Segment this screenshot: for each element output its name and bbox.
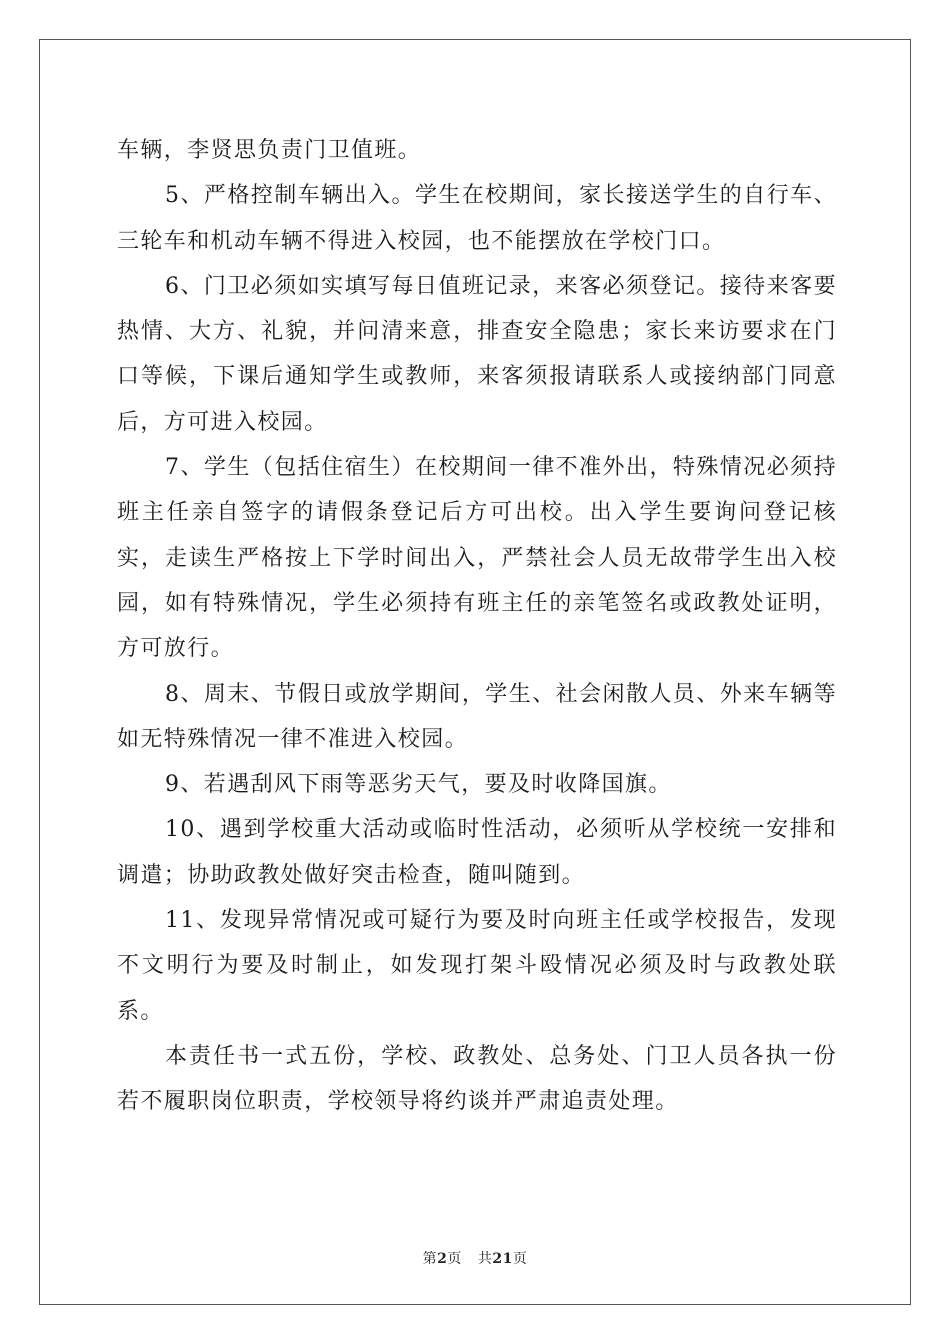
paragraph-continuation: 车辆，李贤思负责门卫值班。 [117,138,422,163]
footer-page-prefix: 第 [422,1251,438,1267]
paragraph-item-9: 9、若遇刮风下雨等恶劣天气，要及时收降国旗。 [165,772,672,798]
paragraph-item-5: 5、严格控制车辆出入。学生在校期间，家长接送学生的自行车、三轮车和机动车辆不得进入校园，也不能摆放在学校门口。 [117,183,837,254]
footer-page-suffix: 页 [447,1251,462,1267]
footer-total-prefix: 共 [477,1251,493,1267]
footer-total-number: 21 [492,1251,513,1267]
paragraph-item-6: 6、门卫必须如实填写每日值班记录，来客必须登记。接待来客要热情、大方、礼貌，并问清来意，排查安全隐患；家长来访要求在门口等候，下课后通知学生或教师，来客须报请联系人或接纳部门同意后，方可进入校园。 [117,273,837,435]
footer-total-suffix: 页 [512,1251,528,1267]
paragraph-item-10: 10、遇到学校重大活动或临时性活动，必须听从学校统一安排和调遣；协助政教处做好突击检查，随叫随到。 [117,817,837,888]
paragraph-item-11: 11、发现异常情况或可疑行为要及时向班主任或学校报告，发现不文明行为要及时制止，如发现打架斗殴情况必须及时与政教处联系。 [117,908,837,1024]
paragraph-closing: 本责任书一式五份，学校、政教处、总务处、门卫人员各执一份若不履职岗位职责，学校领导将约谈并严肃追责处理。 [117,1043,837,1115]
paragraph-item-8: 8、周末、节假日或放学期间，学生、社会闲散人员、外来车辆等如无特殊情况一律不准进入校园。 [117,681,837,752]
page-footer [0,1248,950,1268]
footer-page-number: 2 [437,1251,448,1267]
paragraph-item-7: 7、学生（包括住宿生）在校期间一律不准外出，特殊情况必须持班主任亲自签字的请假条登记后方可出校。出入学生要询问登记核实，走读生严格按上下学时间出入，严禁社会人员无故带学生出入校园，如有特殊情况，学生必须持有班主任的亲笔签名或政教处证明，方可放行。 [117,455,837,662]
document-body [117,128,837,1125]
